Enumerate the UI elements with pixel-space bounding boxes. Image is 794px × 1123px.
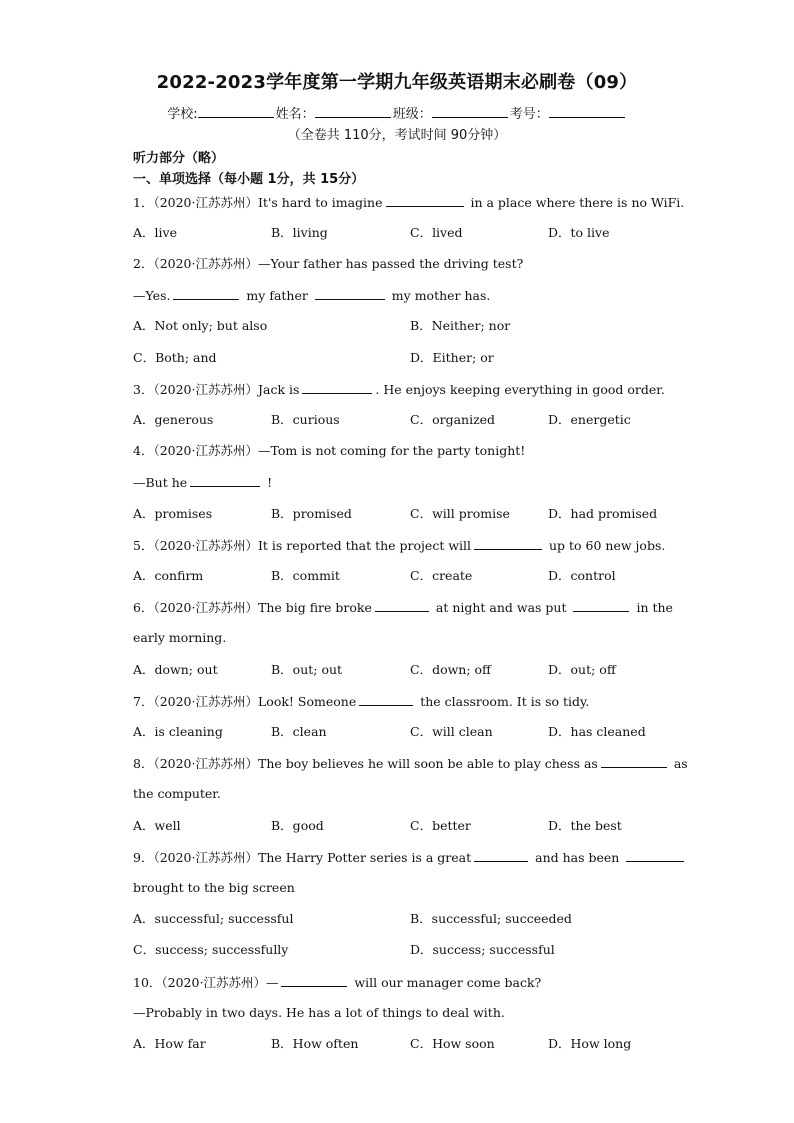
option-c[interactable]: C．better — [410, 818, 471, 833]
option-b[interactable]: B．clean — [271, 724, 327, 739]
question-8-line-2: the computer. — [133, 786, 221, 801]
option-b[interactable]: B．good — [271, 818, 324, 833]
question-4-line: 4．（2020·江苏苏州）—Tom is not coming for the party tonight! — [133, 443, 526, 458]
answer-blank — [626, 849, 684, 862]
page-title: 2022-2023学年度第一学期九年级英语期末必刷卷（09） — [156, 72, 638, 93]
option-c[interactable]: C．will promise — [410, 506, 510, 521]
question-6-line: 6．（2020·江苏苏州）The big fire broke at night and was put in the — [133, 600, 673, 615]
single-choice-heading: 一、单项选择（每小题 1分，共 15分） — [133, 172, 365, 187]
question-7-line: 7．（2020·江苏苏州）Look! Someone the classroom. It is so tidy. — [133, 694, 590, 709]
answer-blank — [386, 194, 464, 207]
school-blank[interactable] — [198, 105, 274, 118]
option-a[interactable]: A．generous — [133, 412, 214, 427]
question-10-options — [133, 1036, 673, 1052]
option-d[interactable]: D．Either; or — [410, 350, 494, 365]
question-9-line: 9．（2020·江苏苏州）The Harry Potter series is a great and has been — [133, 849, 673, 866]
answer-blank — [315, 287, 385, 300]
option-b[interactable]: B．living — [271, 225, 328, 240]
option-a[interactable]: A．down; out — [133, 662, 218, 677]
option-d[interactable]: D．How long — [548, 1036, 632, 1051]
question-8-options — [133, 818, 673, 834]
question-5-options — [133, 568, 673, 584]
option-c[interactable]: C．success; successfully — [133, 942, 289, 957]
option-a[interactable]: A．How far — [133, 1036, 206, 1051]
question-1-line: 1．（2020·江苏苏州）It's hard to imagine in a place where there is no WiFi. — [133, 195, 685, 210]
question-7-options — [133, 724, 673, 740]
option-d[interactable]: D．had promised — [548, 506, 658, 521]
option-a[interactable]: A．successful; successful — [133, 911, 294, 926]
option-d[interactable]: D．energetic — [548, 412, 631, 427]
answer-blank — [302, 381, 372, 394]
number-blank[interactable] — [549, 105, 625, 118]
question-2-options-row-2 — [133, 350, 673, 366]
option-d[interactable]: D．the best — [548, 818, 622, 833]
answer-blank — [359, 693, 413, 706]
option-a[interactable]: A．is cleaning — [133, 724, 223, 739]
question-8-line: 8．（2020·江苏苏州）The boy believes he will soon be able to play chess as as — [133, 756, 688, 771]
name-label: 姓名： — [275, 107, 315, 122]
question-9-line-2: brought to the big screen — [133, 880, 295, 895]
option-a[interactable]: A．promises — [133, 506, 213, 521]
answer-blank — [474, 537, 542, 550]
question-2-line: 2．（2020·江苏苏州）—Your father has passed the driving test? — [133, 256, 524, 271]
answer-blank — [375, 599, 429, 612]
option-d[interactable]: D．out; off — [548, 662, 616, 677]
option-a[interactable]: A．live — [133, 225, 177, 240]
question-1-options — [133, 225, 673, 241]
option-a[interactable]: A．Not only; but also — [133, 318, 268, 333]
answer-blank — [474, 849, 528, 862]
option-c[interactable]: C．organized — [410, 412, 496, 427]
question-10-line: 10．（2020·江苏苏州）— will our manager come back? — [133, 975, 542, 990]
option-c[interactable]: C．down; off — [410, 662, 491, 677]
option-b[interactable]: B．commit — [271, 568, 340, 583]
question-6-line-2: early morning. — [133, 630, 227, 645]
question-3-line: 3．（2020·江苏苏州）Jack is . He enjoys keeping everything in good order. — [133, 382, 665, 397]
question-6-options — [133, 662, 673, 678]
number-label: 考号： — [509, 107, 549, 122]
option-c[interactable]: C．lived — [410, 225, 463, 240]
question-4-line-2: —But he ! — [133, 475, 273, 490]
option-c[interactable]: C．will clean — [410, 724, 493, 739]
option-c[interactable]: C．create — [410, 568, 473, 583]
option-d[interactable]: D．success; successful — [410, 942, 555, 957]
answer-blank — [573, 599, 629, 612]
option-d[interactable]: D．control — [548, 568, 616, 583]
question-9-options-row-1 — [133, 911, 673, 927]
school-label: 学校: — [167, 107, 198, 122]
option-b[interactable]: B．curious — [271, 412, 340, 427]
option-d[interactable]: D．to live — [548, 225, 610, 240]
option-b[interactable]: B．successful; succeeded — [410, 911, 572, 926]
answer-blank — [601, 755, 667, 768]
question-2-line-2: —Yes. my father my mother has. — [133, 288, 491, 303]
exam-note: （全卷共 110分，考试时间 90分钟） — [287, 128, 507, 143]
name-blank[interactable] — [315, 105, 391, 118]
option-c[interactable]: C．Both; and — [133, 350, 217, 365]
option-d[interactable]: D．has cleaned — [548, 724, 646, 739]
answer-blank — [190, 474, 260, 487]
class-label: 班级： — [392, 107, 432, 122]
option-c[interactable]: C．How soon — [410, 1036, 495, 1051]
listening-heading: 听力部分（略） — [133, 151, 225, 166]
question-10-line-2: —Probably in two days. He has a lot of things to deal with. — [133, 1005, 505, 1020]
option-b[interactable]: B．Neither; nor — [410, 318, 511, 333]
question-2-options-row-1 — [133, 318, 673, 334]
student-info-row — [0, 103, 794, 122]
question-9-options-row-2 — [133, 942, 673, 958]
question-3-options — [133, 412, 673, 428]
option-a[interactable]: A．well — [133, 818, 181, 833]
option-b[interactable]: B．out; out — [271, 662, 343, 677]
option-a[interactable]: A．confirm — [133, 568, 204, 583]
class-blank[interactable] — [432, 105, 508, 118]
answer-blank — [173, 287, 239, 300]
answer-blank — [281, 974, 347, 987]
option-b[interactable]: B．How often — [271, 1036, 359, 1051]
question-5-line: 5．（2020·江苏苏州）It is reported that the project will up to 60 new jobs. — [133, 538, 666, 553]
option-b[interactable]: B．promised — [271, 506, 352, 521]
question-4-options — [133, 506, 673, 522]
